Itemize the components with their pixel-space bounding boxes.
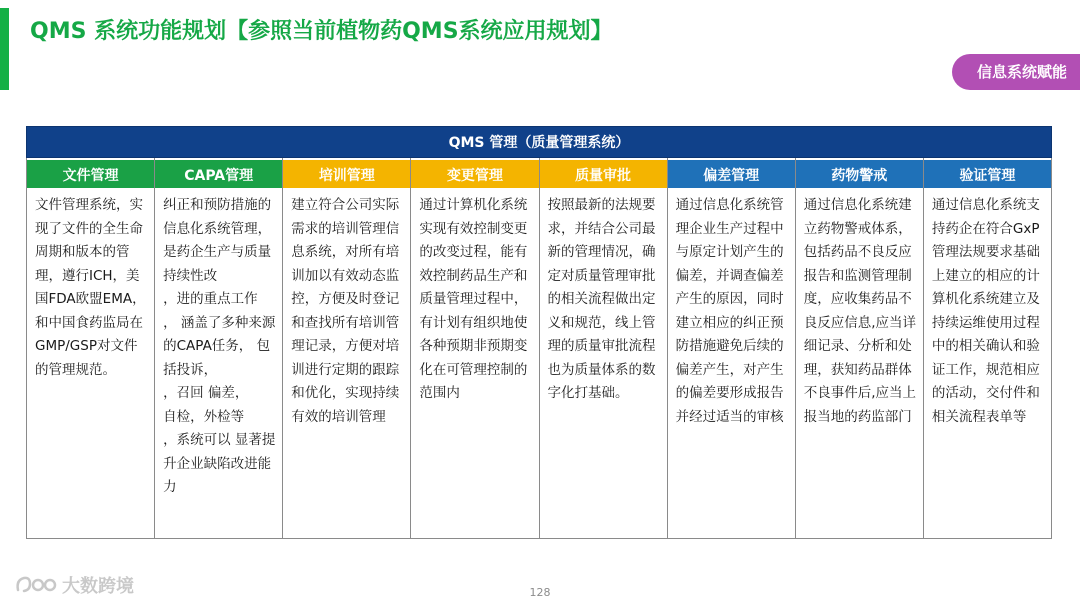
column-description: 通过信息化系统支持药企在符合GxP管理法规要求基础上建立的相应的计算机化系统建立及持续运维使用过程中的相关确认和验证工作，规范相应的活动，交付件和相关流程表单等 [931,197,1040,425]
column-header: CAPA管理 [155,158,282,190]
table-column [924,158,1052,539]
column-description: 文件管理系统，实现了文件的全生命周期和版本的管理，遵行ICH，美国FDA欧盟EMA，和中国食药监局在GMP/GSP对文件的管理规范。 [35,197,146,378]
table-column [155,158,283,539]
column-header: 药物警戒 [796,158,923,190]
table-column [411,158,539,539]
column-description: 建立符合公司实际需求的培训管理信息系统，对所有培训加以有效动态监控，方便及时登记和查找所有培训管理记录，方便对培训进行定期的跟踪和优化，实现持续有效的培训管理 [291,197,400,425]
page-title: QMS 系统功能规划【参照当前植物药QMS系统应用规划】 [30,19,613,44]
page-number: 128 [529,586,551,599]
table-column [540,158,668,539]
column-description: 纠正和预防措施的信息化系统管理，是药企生产与质量持续性改 ，进的重点工作 ， 涵盖了多种来源 的CAPA任务， 包括投诉， ，召回 偏差， 自检，外检等 ，系统可以 显著提升企业缺陷改进能力 [163,197,276,495]
table-column [668,158,796,539]
column-header: 验证管理 [924,158,1051,190]
columns-row [26,158,1052,539]
accent-bar [0,8,9,90]
column-header: 文件管理 [27,158,154,190]
column-header: 变更管理 [411,158,538,190]
column-description: 通过计算机化系统实现有效控制变更的改变过程，能有效控制药品生产和质量管理过程中，有计划有组织地使各种预期非预期变化在可管理控制的范围内 [419,197,528,401]
column-header: 培训管理 [283,158,410,190]
section-tag: 信息系统赋能 [952,54,1080,90]
table-column [796,158,924,539]
table-column [27,158,155,539]
column-description: 通过信息化系统管理企业生产过程中与原定计划产生的偏差，并调查偏差产生的原因，同时建立相应的纠正预防措施避免后续的偏差产生，对产生的偏差要形成报告并经过适当的审核 [675,197,784,425]
column-description: 通过信息化系统建立药物警戒体系，包括药品不良反应报告和监测管理制度，应收集药品不良反应信息,应当详细记录、分析和处理，获知药品群体不良事件后,应当上报当地的药监部门 [803,197,917,425]
watermark-text: 大数跨境 [62,576,134,597]
column-header: 质量审批 [540,158,667,190]
column-description: 按照最新的法规要求，并结合公司最新的管理情况，确定对质量管理审批的相关流程做出定义和规范，线上管理的质量审批流程也为质量体系的数字化打基础。 [547,197,656,401]
column-header: 偏差管理 [668,158,795,190]
qms-function-table [26,126,1052,539]
table-header: QMS 管理（质量管理系统） [26,126,1052,158]
table-column [283,158,411,539]
